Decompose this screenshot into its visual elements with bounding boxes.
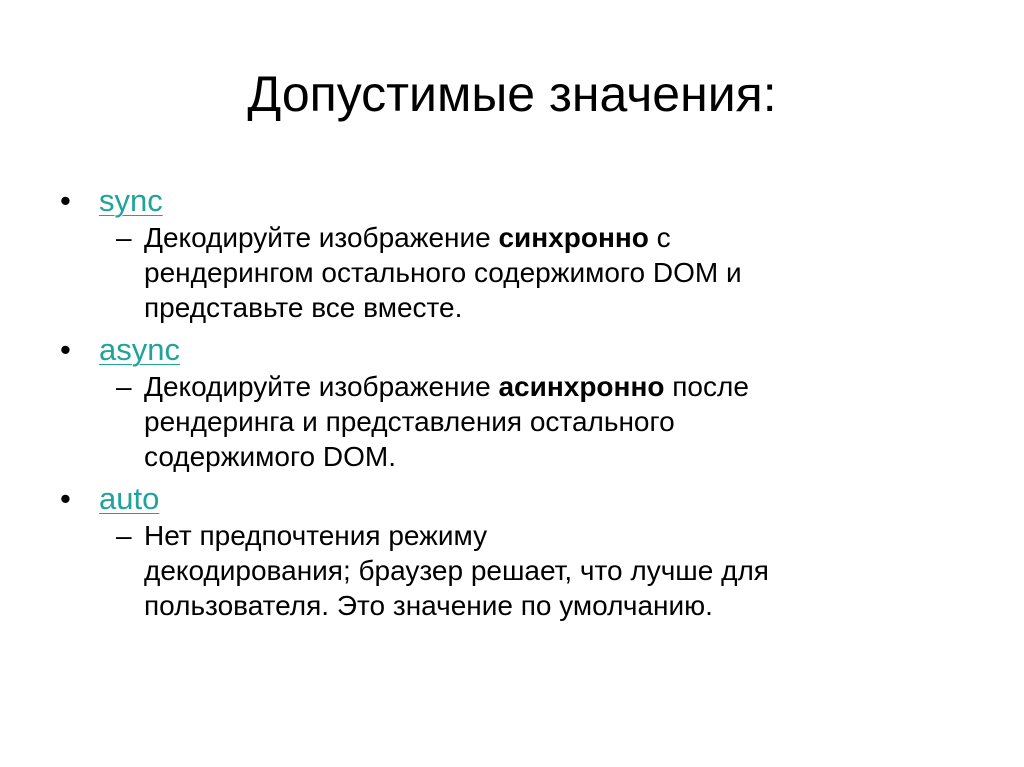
description-text: Декодируйте изображение (144, 222, 499, 253)
description-line: рендеринга и представления остального (144, 406, 675, 437)
sub-item (60, 369, 960, 474)
bullet-row (60, 480, 960, 518)
description (144, 369, 960, 474)
bold-term: синхронно (498, 222, 649, 253)
description-line (144, 220, 960, 255)
bullet-icon: • (60, 481, 71, 516)
description-text: после (664, 371, 749, 402)
bullet-icon: • (60, 183, 71, 218)
description-line: представьте все вместе. (144, 292, 463, 323)
description (144, 220, 960, 325)
description (144, 518, 960, 623)
bullet-list (60, 182, 960, 629)
list-item-async (60, 331, 960, 474)
list-item-auto (60, 480, 960, 623)
sub-item (60, 220, 960, 325)
dash-icon: – (116, 371, 132, 402)
list-item-sync (60, 182, 960, 325)
description-line: декодирования; браузер решает, что лучше для (144, 555, 769, 586)
dash-icon: – (116, 520, 132, 551)
description-text: Декодируйте изображение (144, 371, 499, 402)
slide-title: Допустимые значения: (247, 66, 777, 122)
description-line (144, 369, 960, 404)
keyword-link-async[interactable]: async (99, 332, 180, 367)
dash-icon: – (116, 222, 132, 253)
description-line: содержимого DOM. (144, 441, 396, 472)
description-line: рендерингом остального содержимого DOM и (144, 257, 742, 288)
sub-item (60, 518, 960, 623)
description-text: с (648, 222, 671, 253)
bullet-icon: • (60, 332, 71, 367)
bold-term: асинхронно (498, 371, 665, 402)
keyword-link-auto[interactable]: auto (99, 481, 160, 516)
bullet-row (60, 182, 960, 220)
keyword-link-sync[interactable]: sync (99, 183, 163, 218)
bullet-row (60, 331, 960, 369)
description-line: Нет предпочтения режиму (144, 520, 488, 551)
description-line: пользователя. Это значение по умолчанию. (144, 590, 713, 621)
